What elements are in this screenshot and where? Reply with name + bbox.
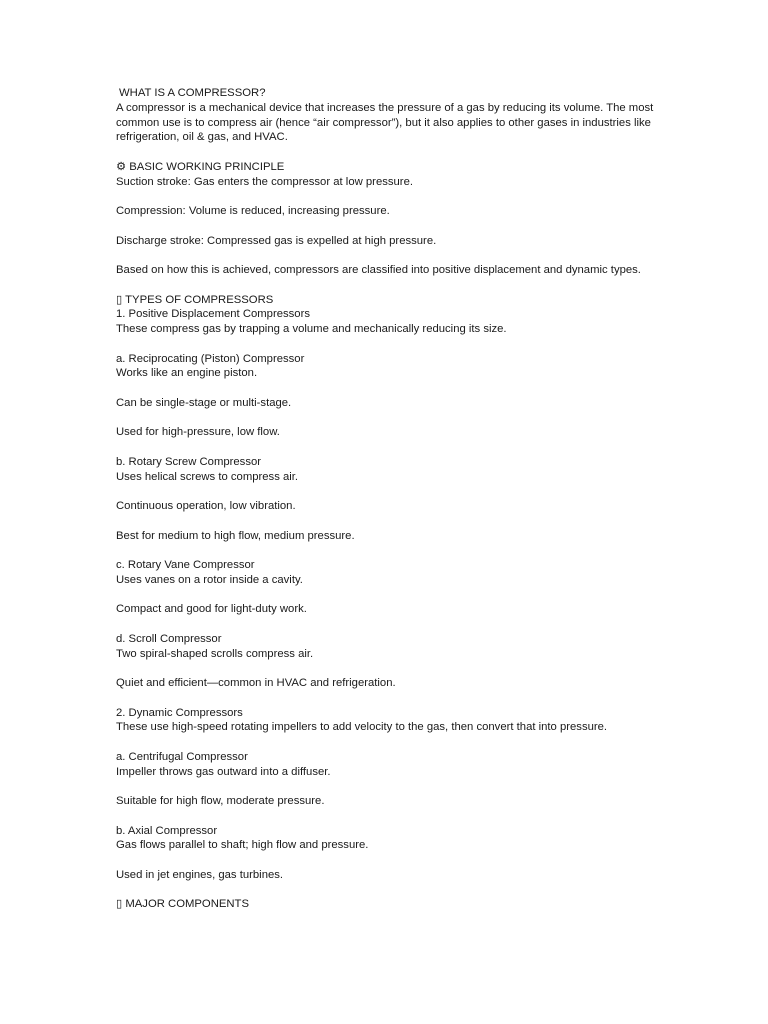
rotary-vane-heading: c. Rotary Vane Compressor [116, 559, 255, 571]
dynamic-heading: 2. Dynamic Compressors [116, 706, 243, 719]
rotary-vane-point: Uses vanes on a rotor inside a cavity. [116, 573, 303, 586]
doc-title: WHAT IS A COMPRESSOR? [119, 87, 266, 99]
reciprocating-point: Can be single-stage or multi-stage. [116, 396, 292, 409]
spacer [116, 248, 656, 263]
intro-paragraph: A compressor is a mechanical device that increases the pressure of a gas by reducing its volume. The most common use is to compress air (hence “air compressor”), but it also applies to other gases in industries like refrigeration, oil & gas, and HVAC. [116, 101, 654, 144]
spacer [116, 735, 656, 750]
spacer [116, 440, 656, 455]
spacer [116, 219, 656, 234]
spacer [116, 809, 656, 824]
major-components-heading: ▯ MAJOR COMPONENTS [116, 898, 249, 911]
spacer [116, 514, 656, 529]
reciprocating-point: Used for high-pressure, low flow. [116, 426, 280, 439]
rotary-vane-point: Compact and good for light-duty work. [116, 603, 307, 616]
rotary-screw-point: Best for medium to high flow, medium pressure. [116, 529, 355, 542]
centrifugal-point: Impeller throws gas outward into a diffuser. [116, 765, 331, 778]
spacer [116, 543, 656, 558]
axial-point: Gas flows parallel to shaft; high flow and pressure. [116, 839, 369, 852]
spacer [116, 145, 656, 160]
positive-displacement-description: These compress gas by trapping a volume and mechanically reducing its size. [116, 323, 507, 335]
rotary-screw-point: Continuous operation, low vibration. [116, 500, 296, 512]
scroll-point: Quiet and efficient—common in HVAC and refrigeration. [116, 677, 396, 689]
axial-heading: b. Axial Compressor [116, 824, 218, 837]
dynamic-description: These use high-speed rotating impellers to add velocity to the gas, then convert that into pressure. [116, 721, 608, 734]
spacer [116, 661, 656, 676]
spacer [116, 779, 656, 794]
document-body [116, 86, 656, 912]
spacer [116, 853, 656, 868]
spacer [116, 189, 656, 204]
spacer [116, 588, 656, 603]
compression-text: Compression: Volume is reduced, increasing pressure. [116, 205, 390, 217]
axial-point: Used in jet engines, gas turbines. [116, 868, 284, 881]
spacer [116, 411, 656, 426]
rotary-screw-point: Uses helical screws to compress air. [116, 470, 299, 483]
centrifugal-heading: a. Centrifugal Compressor [116, 750, 248, 763]
discharge-stroke-text: Discharge stroke: Compressed gas is expelled at high pressure. [116, 234, 437, 247]
spacer [116, 691, 656, 706]
classification-paragraph: Based on how this is achieved, compressors are classified into positive displacement and dynamic types. [116, 264, 641, 276]
spacer [116, 278, 656, 293]
spacer [116, 337, 656, 352]
reciprocating-point: Works like an engine piston. [116, 367, 258, 380]
rotary-screw-heading: b. Rotary Screw Compressor [116, 455, 262, 468]
reciprocating-heading: a. Reciprocating (Piston) Compressor [116, 352, 305, 365]
positive-displacement-heading: 1. Positive Displacement Compressors [116, 308, 310, 321]
spacer [116, 883, 656, 898]
scroll-heading: d. Scroll Compressor [116, 632, 222, 645]
scroll-point: Two spiral-shaped scrolls compress air. [116, 647, 314, 660]
spacer [116, 617, 656, 632]
spacer [116, 381, 656, 396]
working-principle-heading: ⚙ BASIC WORKING PRINCIPLE [116, 160, 285, 173]
spacer [116, 484, 656, 499]
centrifugal-point: Suitable for high flow, moderate pressure. [116, 795, 325, 807]
suction-stroke-text: Suction stroke: Gas enters the compressor at low pressure. [116, 175, 413, 188]
types-heading: ▯ TYPES OF COMPRESSORS [116, 293, 274, 306]
